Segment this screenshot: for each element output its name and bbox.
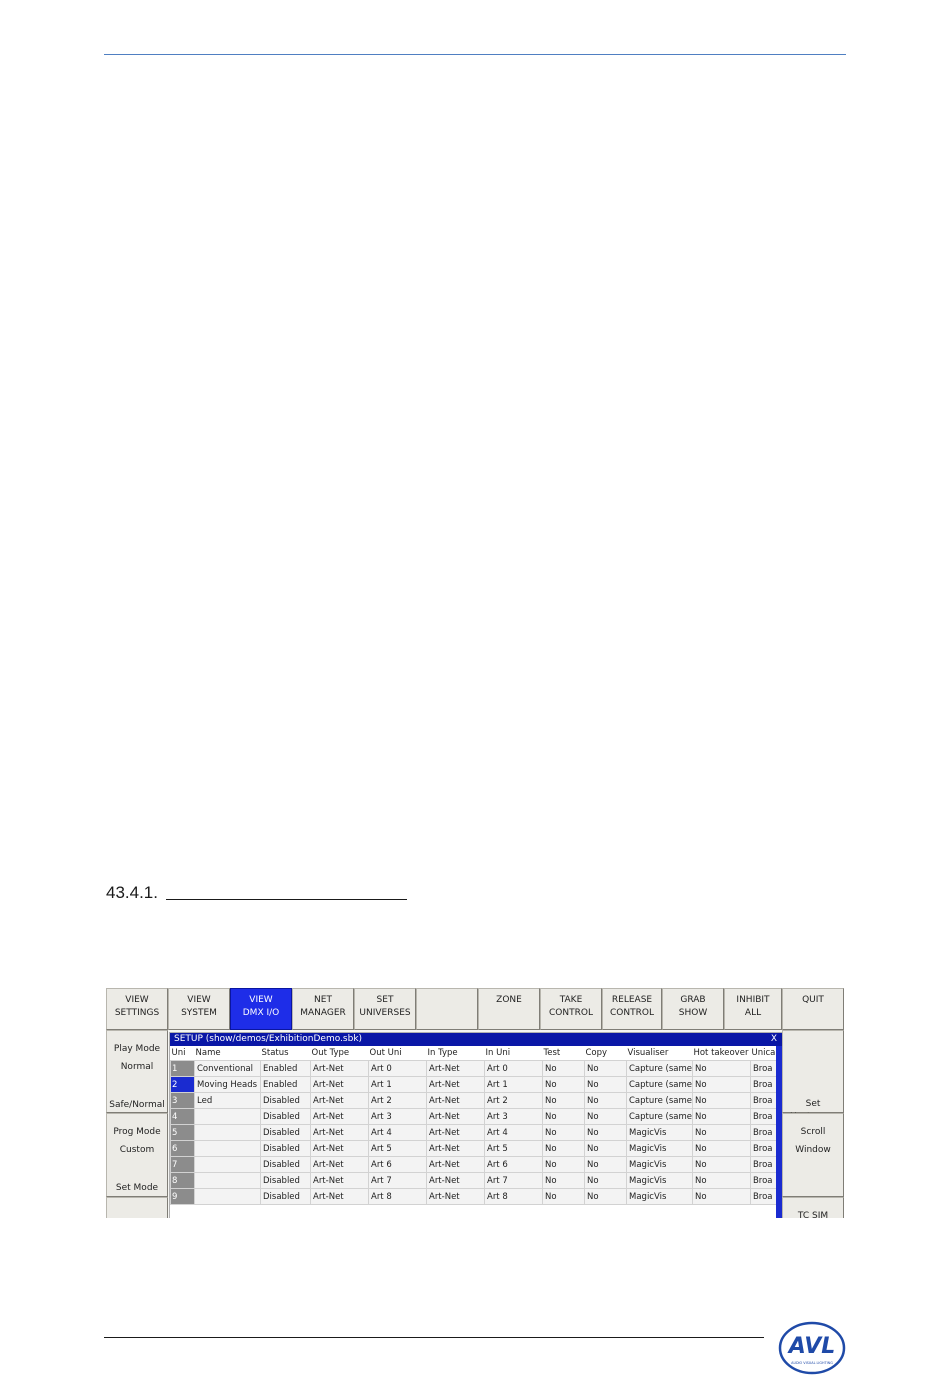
table-cell[interactable]: Art-Net — [311, 1061, 369, 1077]
toolbar-button-line2: UNIVERSES — [359, 1008, 411, 1018]
toolbar-button-line1: INHIBIT — [736, 995, 770, 1005]
table-cell[interactable]: Capture (same — [627, 1093, 693, 1109]
table-cell[interactable]: No — [543, 1157, 585, 1173]
set-hostname-button[interactable] — [782, 1030, 844, 1113]
safe-normal-label: Safe/Normal — [109, 1100, 165, 1110]
table-cell[interactable]: Art-Net — [427, 1173, 485, 1189]
setup-window — [169, 1032, 783, 1218]
table-cell[interactable]: No — [585, 1109, 627, 1125]
scroll-label: Scroll — [800, 1127, 826, 1137]
column-header[interactable]: Name — [195, 1048, 221, 1058]
column-header[interactable]: In Uni — [485, 1048, 511, 1058]
table-cell[interactable]: Art 3 — [369, 1109, 427, 1125]
column-header[interactable]: Visualiser — [627, 1048, 669, 1058]
table-cell[interactable]: No — [543, 1061, 585, 1077]
table-cell[interactable]: No — [585, 1093, 627, 1109]
table-cell[interactable]: Art-Net — [311, 1189, 369, 1205]
table-cell[interactable]: Art 6 — [485, 1157, 543, 1173]
column-header[interactable]: Out Uni — [369, 1048, 402, 1058]
table-cell[interactable] — [195, 1125, 261, 1141]
table-cell[interactable]: Art 2 — [485, 1093, 543, 1109]
table-cell[interactable] — [195, 1173, 261, 1189]
table-cell[interactable]: Capture (same — [627, 1061, 693, 1077]
table-cell[interactable]: No — [692, 1061, 750, 1077]
section-number: 43.4.1. — [106, 883, 158, 902]
universe-number-cell[interactable]: 7 — [171, 1157, 195, 1173]
table-cell[interactable]: Art-Net — [427, 1157, 485, 1173]
prog-mode-label: Prog Mode — [113, 1127, 161, 1137]
table-cell[interactable]: Disabled — [261, 1093, 311, 1109]
table-cell[interactable]: No — [692, 1157, 750, 1173]
toolbar-button-line2: SHOW — [678, 1008, 708, 1018]
table-cell[interactable]: No — [543, 1189, 585, 1205]
table-cell[interactable]: Art 7 — [369, 1173, 427, 1189]
table-cell[interactable]: Art 0 — [369, 1061, 427, 1077]
table-cell[interactable]: No — [692, 1141, 750, 1157]
set-mode-label: Set Mode — [115, 1183, 159, 1193]
universe-number-cell[interactable]: 5 — [171, 1125, 195, 1141]
table-cell[interactable]: Art 1 — [369, 1077, 427, 1093]
toolbar-button-10[interactable] — [662, 988, 724, 1030]
prog-mode-value: Custom — [119, 1145, 155, 1155]
toolbar-button-line1: TAKE — [559, 995, 583, 1005]
toolbar-button-7[interactable] — [478, 988, 540, 1030]
universe-number-cell[interactable]: 4 — [171, 1109, 195, 1125]
table-cell[interactable]: Art 5 — [369, 1141, 427, 1157]
table-cell[interactable]: No — [692, 1173, 750, 1189]
table-cell[interactable]: Capture (same — [627, 1077, 693, 1093]
play-mode-value: Normal — [120, 1062, 154, 1072]
table-row[interactable] — [171, 1141, 779, 1157]
table-cell[interactable]: Moving Heads — [195, 1077, 261, 1093]
scroll-window-button[interactable] — [782, 1113, 844, 1197]
set-hostname-label: Set — [805, 1099, 821, 1109]
table-cell[interactable]: Broa — [750, 1077, 778, 1093]
table-cell[interactable]: Broa — [750, 1173, 778, 1189]
column-header[interactable]: Status — [261, 1048, 289, 1058]
table-cell[interactable]: No — [692, 1125, 750, 1141]
universe-number-cell[interactable]: 2 — [171, 1077, 195, 1093]
toolbar-button-6[interactable] — [416, 988, 478, 1030]
table-cell[interactable]: Disabled — [261, 1157, 311, 1173]
prog-mode-button[interactable] — [106, 1113, 168, 1197]
table-cell[interactable]: Broa — [750, 1189, 778, 1205]
toolbar-button-line2: SYSTEM — [181, 1008, 217, 1018]
table-cell[interactable]: Art-Net — [311, 1157, 369, 1173]
table-row[interactable] — [171, 1173, 779, 1189]
toolbar-button-2[interactable] — [168, 988, 230, 1030]
toolbar-button-8[interactable] — [540, 988, 602, 1030]
table-cell[interactable]: Art 5 — [485, 1141, 543, 1157]
table-cell[interactable]: Art-Net — [427, 1125, 485, 1141]
toolbar-button-3[interactable] — [230, 988, 292, 1030]
table-cell[interactable]: Broa — [750, 1109, 778, 1125]
table-cell[interactable]: MagicVis — [627, 1141, 693, 1157]
table-cell[interactable]: Broa — [750, 1125, 778, 1141]
footer-rule — [104, 1337, 764, 1338]
table-cell[interactable]: No — [585, 1157, 627, 1173]
toolbar-button-12[interactable] — [782, 988, 844, 1030]
table-cell[interactable]: Disabled — [261, 1141, 311, 1157]
table-cell[interactable]: No — [585, 1141, 627, 1157]
toolbar-button-line2: MANAGER — [300, 1008, 346, 1018]
toolbar-button-line1: VIEW — [187, 995, 211, 1005]
table-cell[interactable]: Art 1 — [485, 1077, 543, 1093]
tc-sim-button[interactable] — [782, 1197, 844, 1218]
table-cell[interactable]: Broa — [750, 1061, 778, 1077]
toolbar-button-line1: VIEW — [125, 995, 149, 1005]
header-rule — [104, 54, 846, 55]
play-mode-label: Play Mode — [113, 1044, 161, 1054]
table-cell[interactable]: Art 3 — [485, 1109, 543, 1125]
table-row[interactable] — [171, 1189, 779, 1205]
table-cell[interactable]: Conventional — [195, 1061, 261, 1077]
table-cell[interactable]: Disabled — [261, 1125, 311, 1141]
table-cell[interactable] — [195, 1189, 261, 1205]
table-cell[interactable]: Art 8 — [369, 1189, 427, 1205]
toolbar-button-line2: SETTINGS — [114, 1008, 160, 1018]
table-cell[interactable]: Art 7 — [485, 1173, 543, 1189]
logo-subtext: AUDIO VISUAL LIGHTING — [791, 1361, 833, 1365]
close-icon[interactable]: X — [770, 1034, 777, 1044]
play-mode-button[interactable] — [106, 1030, 168, 1113]
table-cell[interactable]: MagicVis — [627, 1157, 693, 1173]
table-cell[interactable]: Art-Net — [311, 1093, 369, 1109]
toolbar-button-5[interactable] — [354, 988, 416, 1030]
setup-window-titlebar[interactable] — [170, 1033, 782, 1046]
table-cell[interactable]: Disabled — [261, 1109, 311, 1125]
table-cell[interactable]: Art 4 — [485, 1125, 543, 1141]
table-cell[interactable]: Art-Net — [427, 1189, 485, 1205]
table-cell[interactable]: No — [543, 1141, 585, 1157]
table-cell[interactable]: Disabled — [261, 1173, 311, 1189]
table-cell[interactable]: Art 0 — [485, 1061, 543, 1077]
column-header[interactable]: Uni — [171, 1048, 186, 1058]
column-header[interactable]: Copy — [585, 1048, 608, 1058]
table-cell[interactable]: No — [585, 1061, 627, 1077]
avl-logo — [777, 1320, 847, 1376]
table-cell[interactable]: No — [692, 1077, 750, 1093]
table-cell[interactable]: No — [692, 1093, 750, 1109]
table-row[interactable] — [171, 1125, 779, 1141]
table-row[interactable] — [171, 1093, 779, 1109]
table-cell[interactable]: Disabled — [261, 1189, 311, 1205]
universe-number-cell[interactable]: 6 — [171, 1141, 195, 1157]
table-cell[interactable]: Broa — [750, 1093, 778, 1109]
column-header[interactable]: In Type — [427, 1048, 458, 1058]
table-cell[interactable]: Art-Net — [427, 1077, 485, 1093]
table-cell[interactable]: No — [543, 1125, 585, 1141]
table-cell[interactable]: Broa — [750, 1157, 778, 1173]
dmx-io-screenshot — [106, 988, 844, 1218]
toolbar-button-line1: VIEW — [249, 995, 273, 1005]
table-cell[interactable] — [195, 1109, 261, 1125]
table-cell[interactable]: No — [543, 1109, 585, 1125]
table-cell[interactable]: Art-Net — [427, 1061, 485, 1077]
toolbar-button-line2: CONTROL — [549, 1008, 593, 1018]
table-cell[interactable]: Art-Net — [311, 1077, 369, 1093]
table-cell[interactable]: No — [585, 1077, 627, 1093]
toolbar-button-line2: DMX I/O — [242, 1008, 280, 1018]
table-cell[interactable]: Enabled — [261, 1077, 311, 1093]
table-cell[interactable]: No — [585, 1189, 627, 1205]
column-header[interactable]: Test — [543, 1048, 561, 1058]
table-cell[interactable]: Led — [195, 1093, 261, 1109]
table-cell[interactable]: Art-Net — [311, 1141, 369, 1157]
table-cell[interactable]: No — [585, 1173, 627, 1189]
toolbar-button-line1: NET — [314, 995, 332, 1005]
table-cell[interactable]: No — [692, 1189, 750, 1205]
table-cell[interactable]: No — [585, 1125, 627, 1141]
table-cell[interactable]: Art 6 — [369, 1157, 427, 1173]
table-cell[interactable]: Enabled — [261, 1061, 311, 1077]
table-cell[interactable]: Art-Net — [427, 1141, 485, 1157]
table-cell[interactable]: MagicVis — [627, 1173, 693, 1189]
table-cell[interactable]: No — [543, 1093, 585, 1109]
table-row[interactable] — [171, 1077, 779, 1093]
toolbar-button-line2: ALL — [744, 1008, 762, 1018]
universe-number-cell[interactable]: 8 — [171, 1173, 195, 1189]
column-header[interactable]: Unica — [751, 1048, 776, 1058]
universe-number-cell[interactable]: 3 — [171, 1093, 195, 1109]
table-cell[interactable]: Art 2 — [369, 1093, 427, 1109]
toolbar-button-line1: GRAB — [680, 995, 706, 1005]
window-label: Window — [795, 1145, 831, 1155]
table-cell[interactable]: No — [543, 1173, 585, 1189]
logo-text: AVL — [788, 1334, 836, 1359]
toolbar-button-11[interactable] — [724, 988, 782, 1030]
setup-window-title: SETUP (show/demos/ExhibitionDemo.sbk) — [174, 1034, 363, 1044]
universe-number-cell[interactable]: 1 — [171, 1061, 195, 1077]
universe-table — [170, 1046, 779, 1205]
tc-sim-label: TC SIM — [797, 1211, 829, 1218]
table-cell[interactable]: Art-Net — [311, 1125, 369, 1141]
left-empty-button[interactable] — [106, 1197, 168, 1218]
table-cell[interactable]: Art 4 — [369, 1125, 427, 1141]
table-cell[interactable]: Art-Net — [427, 1109, 485, 1125]
table-cell[interactable]: Capture (same — [627, 1109, 693, 1125]
toolbar-button-9[interactable] — [602, 988, 662, 1030]
table-row[interactable] — [171, 1109, 779, 1125]
table-cell[interactable]: Broa — [750, 1141, 778, 1157]
toolbar-button-1[interactable] — [106, 988, 168, 1030]
table-cell[interactable] — [195, 1157, 261, 1173]
table-cell[interactable]: No — [692, 1109, 750, 1125]
column-header[interactable]: Hot takeover — [693, 1048, 749, 1058]
table-row[interactable] — [171, 1157, 779, 1173]
table-cell[interactable] — [195, 1141, 261, 1157]
toolbar-button-4[interactable] — [292, 988, 354, 1030]
table-cell[interactable]: MagicVis — [627, 1125, 693, 1141]
universe-number-cell[interactable]: 9 — [171, 1189, 195, 1205]
column-header[interactable]: Out Type — [311, 1048, 350, 1058]
toolbar-button-line1: QUIT — [802, 995, 824, 1005]
table-cell[interactable]: Art-Net — [427, 1093, 485, 1109]
table-cell[interactable]: Art-Net — [311, 1109, 369, 1125]
section-title-underline — [166, 899, 407, 900]
table-cell[interactable]: No — [543, 1077, 585, 1093]
table-cell[interactable]: Art-Net — [311, 1173, 369, 1189]
table-row[interactable] — [171, 1061, 779, 1077]
toolbar-button-line2: CONTROL — [610, 1008, 654, 1018]
toolbar-button-line1: RELEASE — [611, 995, 653, 1005]
table-cell[interactable]: MagicVis — [627, 1189, 693, 1205]
toolbar-button-line1: SET — [376, 995, 394, 1005]
table-cell[interactable]: Art 8 — [485, 1189, 543, 1205]
toolbar-button-line1: ZONE — [496, 995, 522, 1005]
